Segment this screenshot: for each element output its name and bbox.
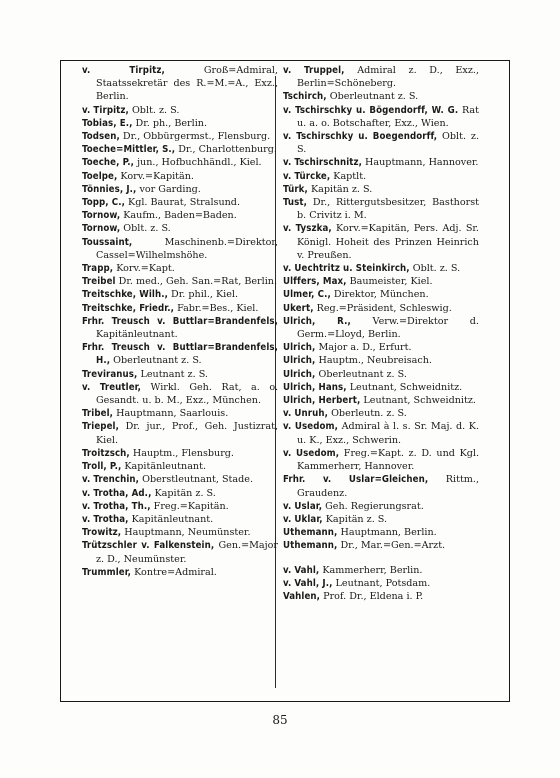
entry-details: Kapitänleutnant.: [128, 513, 214, 525]
entry-name: Toussaint,: [82, 236, 133, 248]
directory-entry: [283, 447, 479, 473]
entry-name: Tornow,: [82, 223, 121, 235]
entry-name: v. Tschirschky u. Bögendorff, W. G.: [283, 104, 459, 116]
entry-name: Ulrich,: [283, 342, 316, 354]
directory-entry: [82, 513, 278, 526]
entry-name: Trowitz,: [82, 527, 122, 539]
directory-entry: [82, 143, 278, 156]
directory-entry: [283, 354, 479, 367]
right-column: [283, 64, 479, 603]
entry-details: Oblt. z. S.: [128, 104, 180, 116]
entry-details: Kapitän z. S.: [307, 183, 373, 195]
entry-name: Tönnies, J.,: [82, 183, 137, 195]
directory-entry: [283, 394, 479, 407]
directory-entry: [82, 315, 278, 341]
entry-name: Troll, P.,: [82, 461, 122, 473]
entry-details: Hauptm., Flensburg.: [129, 447, 234, 459]
entry-details: Maschinenb.=Direktor, Cassel=Wilhelmshöhe.: [96, 236, 278, 261]
directory-entry: [283, 473, 479, 499]
directory-entry: [283, 64, 479, 90]
directory-entry: [283, 553, 479, 564]
directory-entry: [283, 156, 479, 169]
directory-entry: [82, 130, 278, 143]
entry-details: Baumeister, Kiel.: [346, 276, 433, 288]
entry-name: v. Tyszka,: [283, 223, 332, 235]
directory-entry: [82, 104, 278, 117]
entry-details: Freg.=Kapitän.: [150, 500, 229, 512]
entry-name: Ulrich,: [283, 355, 316, 367]
directory-entry: [283, 302, 479, 315]
entry-details: Kaptlt.: [330, 170, 367, 182]
directory-entry: [283, 275, 479, 288]
directory-entry: [82, 64, 278, 104]
entry-details: Major a. D., Erfurt.: [315, 342, 412, 354]
entry-name: Uthemann,: [283, 527, 338, 539]
entry-name: Tornow,: [82, 210, 121, 222]
entry-name: Frhr. Treusch v. Buttlar=Brandenfels,: [82, 315, 278, 327]
entry-name: v. Trenchin,: [82, 474, 140, 486]
entry-details: Wirkl. Geh. Rat, a. o. Gesandt. u. b. M., Exz., München.: [96, 381, 279, 407]
directory-entry: [283, 500, 479, 513]
directory-entry: [82, 487, 278, 500]
entry-name: v. Tschirschky u. Boegendorff,: [283, 131, 438, 143]
entry-name: Uthemann,: [283, 540, 338, 552]
directory-entry: [283, 407, 479, 420]
directory-entry: [82, 539, 278, 565]
directory-entry: [82, 341, 278, 367]
entry-details: Freg.=Kapt. z. D. und Kgl. Kammerherr, Hannover.: [297, 447, 479, 473]
entry-details: Admiral à l. s. Sr. Maj. d. K. u. K., Exz., Schwerin.: [297, 421, 479, 446]
entry-name: Ulrich, Herbert,: [283, 395, 361, 407]
entry-details: Hauptmann, Saarlouis.: [113, 408, 229, 420]
entry-name: v. Tirpitz,: [82, 104, 129, 116]
entry-name: Trummler,: [82, 566, 132, 578]
directory-entry: [283, 539, 479, 552]
entry-name: v. Trotha, Ad.,: [82, 487, 152, 499]
entry-name: Ulrich,: [283, 368, 316, 380]
entry-details: Hauptmann, Hannover.: [361, 157, 479, 169]
entry-details: Direktor, München.: [330, 289, 429, 301]
entry-details: Kammerherr, Berlin.: [319, 564, 423, 576]
entry-details: Dr. phil., Kiel.: [168, 289, 239, 301]
entry-name: v. Uklar,: [283, 513, 323, 525]
entry-details: Korv.=Kapt.: [113, 263, 175, 275]
directory-entry: [283, 513, 479, 526]
entry-details: Kapitän z. S.: [322, 513, 388, 525]
entry-name: Toelpe,: [82, 170, 118, 182]
entry-details: Prof. Dr., Eldena i. P.: [320, 590, 424, 602]
entry-name: Treibel: [82, 276, 116, 288]
entry-name: Treitschke, Friedr.,: [82, 302, 175, 314]
directory-entry: [283, 288, 479, 301]
entry-details: Leutnant, Schweidnitz.: [360, 395, 476, 407]
entry-details: Dr. jur., Prof., Geh. Justizrat, Kiel.: [96, 421, 278, 446]
directory-entry: [82, 447, 278, 460]
entry-name: v. Truppel,: [283, 65, 345, 76]
directory-entry: [283, 170, 479, 183]
directory-entry: [283, 315, 479, 341]
directory-entry: [283, 526, 479, 539]
entry-details: Rittm., Graudenz.: [297, 474, 479, 499]
entry-details: Dr. med., Geh. San.=Rat, Berlin.: [115, 276, 278, 288]
entry-details: Leutnant, Schweidnitz.: [346, 381, 463, 393]
entry-name: Ulrich, R.,: [283, 315, 351, 327]
directory-entry: [82, 222, 278, 235]
entry-name: Tribel,: [82, 408, 114, 420]
directory-entry: [82, 183, 278, 196]
entry-details: Dr., Mar.=Gen.=Arzt.: [337, 540, 446, 552]
entry-details: Hauptmann, Berlin.: [337, 527, 437, 539]
directory-entry: [82, 275, 278, 288]
directory-entry: [82, 196, 278, 209]
directory-entry: [82, 381, 278, 407]
entry-details: Dr. ph., Berlin.: [132, 117, 208, 129]
directory-entry: [82, 420, 278, 446]
entry-details: Kapitänleutnant.: [96, 329, 178, 341]
entry-details: Korv.=Kapitän, Pers. Adj. Sr. Königl. Hoheit des Prinzen Heinrich v. Preußen.: [297, 223, 479, 261]
entry-details: Admiral z. D., Exz., Berlin=Schöneberg.: [297, 65, 479, 90]
entry-details: Kontre=Admiral.: [131, 566, 217, 578]
entry-details: Oberleutnant z. S.: [315, 368, 407, 380]
entry-name: Toeche=Mittler, S.,: [82, 144, 176, 156]
entry-name: v. Vahl, J.,: [283, 577, 333, 589]
entry-details: Dr., Obbürgermst., Flensburg.: [119, 131, 271, 143]
entry-name: Treitschke, Wilh.,: [82, 289, 168, 301]
entry-details: Hauptmann, Neumünster.: [121, 527, 251, 539]
directory-entry: [82, 262, 278, 275]
directory-entry: [82, 368, 278, 381]
entry-details: Fabr.=Bes., Kiel.: [174, 302, 259, 314]
entry-name: Topp, C.,: [82, 197, 125, 209]
entry-name: Ulffers, Max,: [283, 276, 347, 288]
entry-name: Tobias, E.,: [82, 117, 133, 129]
entry-name: v. Uslar,: [283, 500, 323, 512]
directory-entry: [82, 473, 278, 486]
directory-entry: [283, 577, 479, 590]
directory-entry: [82, 117, 278, 130]
entry-name: Treviranus,: [82, 368, 138, 380]
entry-name: Trapp,: [82, 263, 114, 275]
directory-entry: [283, 341, 479, 354]
directory-entry: [82, 302, 278, 315]
entry-name: Frhr. Treusch v. Buttlar=Brandenfels, H.,: [82, 342, 278, 367]
entry-details: Leutnant z. S.: [137, 368, 208, 380]
entry-details: Oberleutnant z. S.: [110, 355, 202, 367]
page-number: 85: [272, 713, 288, 727]
entry-details: Oblt. z. S.: [120, 223, 171, 235]
entry-name: Türk,: [283, 183, 308, 195]
entry-details: Oblt. z. S.: [297, 131, 480, 156]
directory-entry: [82, 288, 278, 301]
entry-name: Trützschler v. Falkenstein,: [82, 540, 215, 552]
entry-details: jun., Hofbuchhändl., Kiel.: [134, 157, 262, 169]
directory-entry: [82, 407, 278, 420]
entry-details: Rat u. a. o. Botschafter, Exz., Wien.: [297, 104, 479, 129]
entry-name: v. Usedom,: [283, 447, 340, 459]
directory-entry: [283, 222, 479, 262]
entry-details: vor Garding.: [136, 183, 201, 195]
entry-name: Frhr. v. Uslar=Gleichen,: [283, 474, 429, 486]
entry-name: v. Trotha,: [82, 513, 129, 525]
entry-name: v. Usedom,: [283, 421, 339, 433]
entry-details: Reg.=Präsident, Schleswig.: [313, 302, 452, 314]
entry-details: Kgl. Baurat, Stralsund.: [124, 197, 240, 209]
entry-details: Korv.=Kapitän.: [117, 170, 194, 182]
entry-name: v. Uechtritz u. Steinkirch,: [283, 263, 410, 275]
entry-details: Dr., Charlottenburg.: [175, 144, 277, 156]
directory-entry: [82, 236, 278, 262]
entry-name: Ulmer, C.,: [283, 289, 331, 301]
entry-details: Verw.=Direktor d. Germ.=Lloyd, Berlin.: [297, 315, 479, 341]
entry-details: Oberstleutnant, Stade.: [139, 474, 253, 486]
entry-details: Kapitän z. S.: [151, 487, 216, 499]
entry-name: Tschirch,: [283, 91, 327, 103]
entry-details: Kaufm., Baden=Baden.: [120, 210, 237, 222]
directory-entry: [283, 104, 479, 130]
entry-details: Oberleutnant z. S.: [326, 91, 419, 103]
directory-entry: [82, 460, 278, 473]
directory-entry: [283, 262, 479, 275]
directory-entry: [82, 526, 278, 539]
entry-name: v. Tschirschnitz,: [283, 157, 362, 169]
directory-entry: [82, 566, 278, 579]
directory-entry: [283, 590, 479, 603]
directory-entry: [82, 170, 278, 183]
entry-details: Geh. Regierungsrat.: [322, 500, 424, 512]
directory-entry: [82, 156, 278, 169]
entry-name: Ukert,: [283, 302, 314, 314]
entry-name: Todsen,: [82, 131, 120, 143]
entry-name: v. Tirpitz,: [82, 65, 165, 76]
directory-entry: [283, 90, 479, 103]
entry-name: Troitzsch,: [82, 447, 130, 459]
entry-name: v. Treutler,: [82, 381, 141, 393]
entry-details: Kapitänleutnant.: [121, 461, 207, 473]
directory-entry: [283, 420, 479, 446]
entry-details: Groß=Admiral, Staatssekretär des R.=M.=A., Exz., Berlin.: [96, 65, 279, 103]
entry-details: Oberleutn. z. S.: [328, 408, 407, 420]
left-column: [82, 64, 278, 579]
entry-name: Tust,: [283, 197, 308, 209]
directory-entry: [283, 130, 479, 156]
directory-entry: [82, 500, 278, 513]
entry-details: Dr., Rittergutsbesitzer, Basthorst b. Crivitz i. M.: [297, 197, 479, 222]
entry-name: v. Türcke,: [283, 170, 331, 182]
directory-entry: [283, 368, 479, 381]
entry-name: v. Vahl,: [283, 564, 320, 576]
entry-details: Oblt. z. S.: [409, 263, 461, 275]
directory-entry: [82, 209, 278, 222]
entry-name: Toeche, P.,: [82, 157, 135, 169]
directory-entry: [283, 196, 479, 222]
entry-details: Hauptm., Neubreisach.: [315, 355, 432, 367]
entry-details: Gen.=Major z. D., Neumünster.: [96, 540, 278, 565]
directory-entry: [283, 381, 479, 394]
entry-name: Ulrich, Hans,: [283, 381, 347, 393]
directory-entry: [283, 564, 479, 577]
directory-entry: [283, 183, 479, 196]
entry-name: v. Unruh,: [283, 408, 329, 420]
entry-name: Triepel,: [82, 421, 119, 433]
entry-details: Leutnant, Potsdam.: [332, 577, 431, 589]
entry-name: Vahlen,: [283, 590, 321, 602]
entry-name: v. Trotha, Th.,: [82, 500, 151, 512]
